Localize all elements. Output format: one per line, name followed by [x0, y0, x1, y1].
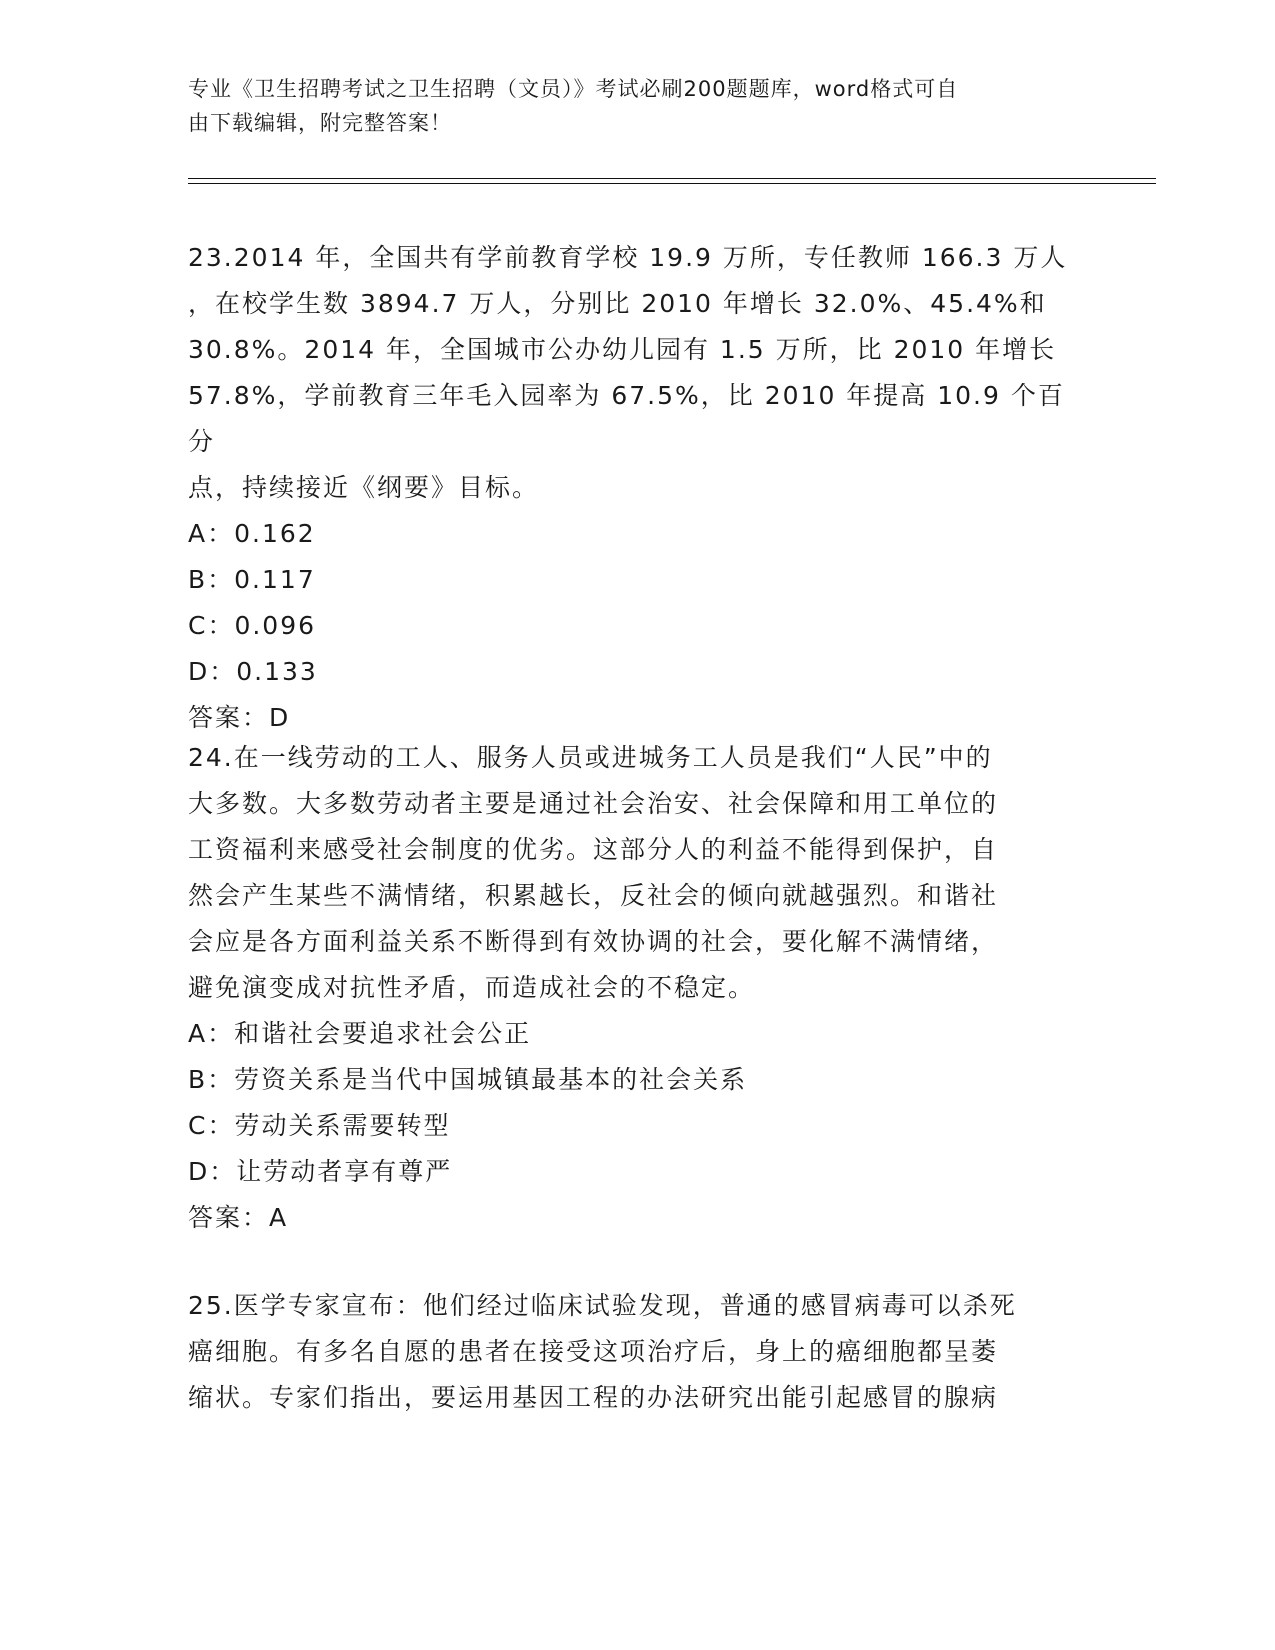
stem-line: 57.8%，学前教育三年毛入园率为 67.5%，比 2010 年提高 10.9 个百分 [188, 381, 1065, 456]
option-b: B：劳资关系是当代中国城镇最基本的社会关系 [188, 1065, 748, 1094]
header-divider-top [188, 178, 1156, 179]
option-a: A：0.162 [188, 519, 316, 548]
header-divider-bottom [188, 183, 1156, 184]
stem-line: 避免演变成对抗性矛盾，而造成社会的不稳定。 [188, 973, 756, 1002]
option-c: C：劳动关系需要转型 [188, 1111, 451, 1140]
question-stem [188, 735, 1068, 1011]
question-stem [188, 235, 1068, 511]
question-23 [188, 235, 1068, 741]
header-line: 专业《卫生招聘考试之卫生招聘（文员）》考试必刷200题题库，word格式可自 [188, 77, 959, 101]
option-d: D：0.133 [188, 657, 318, 686]
stem-line: 缩状。专家们指出，要运用基因工程的办法研究出能引起感冒的腺病 [188, 1383, 999, 1412]
stem-line: ，在校学生数 3894.7 万人，分别比 2010 年增长 32.0%、45.4%和 [188, 289, 1047, 318]
stem-line: 25.医学专家宣布：他们经过临床试验发现，普通的感冒病毒可以杀死 [188, 1291, 1017, 1320]
question-stem [188, 1283, 1068, 1421]
question-25 [188, 1283, 1068, 1421]
answer: 答案：D [188, 703, 291, 732]
header-line: 由下载编辑，附完整答案！ [188, 111, 452, 135]
option-c: C：0.096 [188, 611, 317, 640]
option-b: B：0.117 [188, 565, 316, 594]
document-header [188, 72, 1068, 140]
question-24 [188, 735, 1068, 1241]
stem-line: 23.2014 年，全国共有学前教育学校 19.9 万所，专任教师 166.3 万人 [188, 243, 1068, 272]
stem-line: 大多数。大多数劳动者主要是通过社会治安、社会保障和用工单位的 [188, 789, 999, 818]
stem-line: 点，持续接近《纲要》目标。 [188, 473, 540, 502]
stem-line: 30.8%。2014 年，全国城市公办幼儿园有 1.5 万所，比 2010 年增长 [188, 335, 1057, 364]
option-d: D：让劳动者享有尊严 [188, 1157, 453, 1186]
answer: 答案：A [188, 1203, 289, 1232]
stem-line: 会应是各方面利益关系不断得到有效协调的社会，要化解不满情绪， [188, 927, 999, 956]
stem-line: 24.在一线劳动的工人、服务人员或进城务工人员是我们“人民”中的 [188, 743, 993, 772]
stem-line: 工资福利来感受社会制度的优劣。这部分人的利益不能得到保护，自 [188, 835, 999, 864]
stem-line: 然会产生某些不满情绪，积累越长，反社会的倾向就越强烈。和谐社 [188, 881, 999, 910]
option-a: A：和谐社会要追求社会公正 [188, 1019, 532, 1048]
stem-line: 癌细胞。有多名自愿的患者在接受这项治疗后，身上的癌细胞都呈萎 [188, 1337, 999, 1366]
